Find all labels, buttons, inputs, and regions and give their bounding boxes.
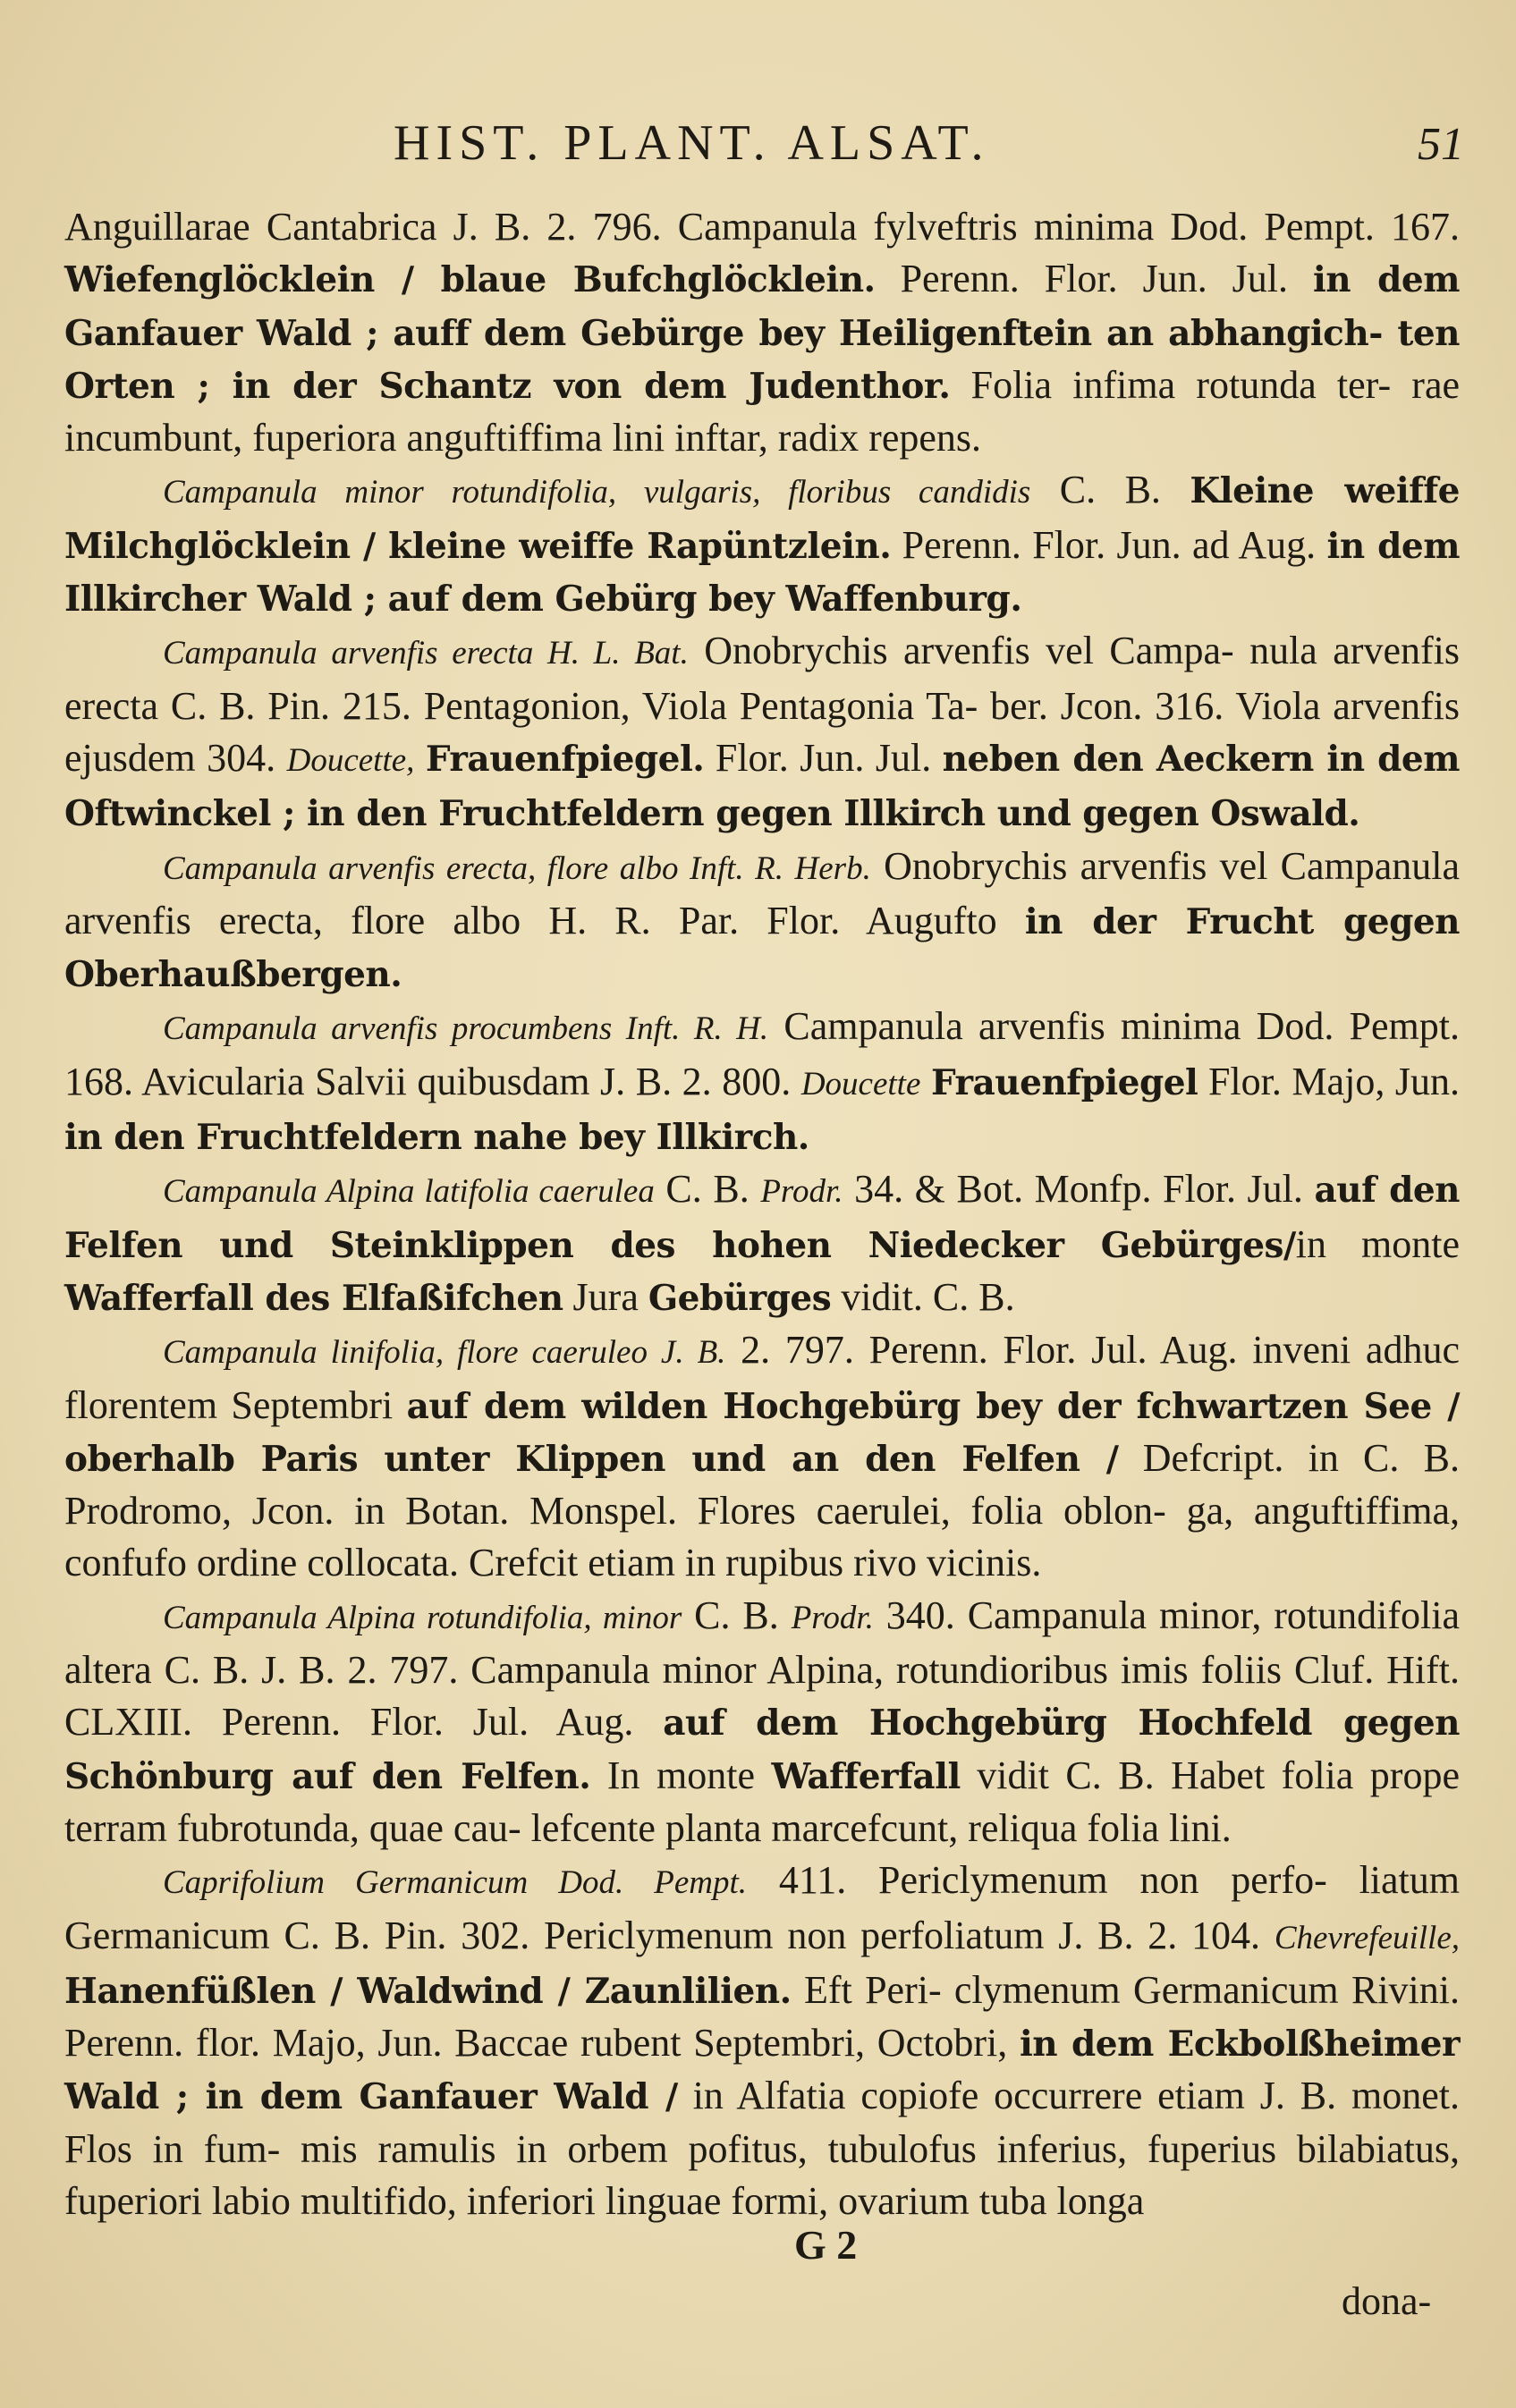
body-text	[64, 201, 1460, 2227]
entry-text: Folia infima rotunda ter- rae incumbunt, fuperiora anguftiffima lini inftar, radix repens.	[64, 362, 1460, 460]
entry-text	[920, 1060, 931, 1103]
german-text: Frauenfpiegel	[930, 1061, 1198, 1103]
entry-text: Onobrychis arvenfis vel Campanula arvenfis erecta, flore albo H. R. Par. Flor. Augufto	[64, 843, 1461, 942]
entry-text: C. B.	[654, 1167, 761, 1212]
german-text: Frauenfpiegel.	[425, 738, 705, 780]
latin-name: Campanula arvenfis procumbens Inft. R. H.	[163, 1010, 769, 1048]
plant-entry	[64, 1590, 1460, 1855]
page-number: 51	[1418, 119, 1464, 170]
entry-text: Flor. Jun. Jul.	[704, 735, 943, 780]
german-text: auf dem wilden Hochgebürg bey der fchwartzen See / oberhalb Paris unter Klippen und an den Felfen /	[64, 1385, 1460, 1480]
german-text: auf den Felfen und Steinklippen des hohen Niedecker Gebürges/	[64, 1170, 1461, 1266]
german-text: Wafferfall	[771, 1755, 961, 1797]
german-text: neben den Aeckern in dem Oftwinckel ; in den Fruchtfeldern gegen Illkirch und gegen Oswald.	[64, 738, 1461, 835]
entry-text: in Alfatia copiofe occurrere etiam J. B. monet. Flos in fum- mis ramulis in orbem pofitus, tubulofus inferius, fuperius bilabiatus, fuperiori labio multifido, inferiori linguae formi, ovarium tuba longa	[64, 2074, 1460, 2223]
latin-name: Campanula arvenfis erecta, flore albo Inft. R. Herb.	[163, 849, 871, 887]
latin-name: Campanula linifolia, flore caeruleo J. B.	[163, 1334, 726, 1372]
latin-name: Doucette	[800, 1065, 921, 1103]
german-text: in den Fruchtfeldern nahe bey Illkirch.	[64, 1117, 809, 1159]
latin-name: Prodr.	[791, 1599, 874, 1636]
german-text: in der Frucht gegen Oberhaußbergen.	[64, 900, 1461, 996]
german-text: in dem Illkircher Wald ; auf dem Gebürg bey Waffenburg.	[64, 525, 1460, 621]
latin-name: Doucette,	[286, 741, 415, 779]
latin-name: Caprifolium Germanicum Dod. Pempt.	[163, 1864, 748, 1902]
entry-text: Campanula arvenfis minima Dod. Pempt. 168. Avicularia Salvii quibusdam J. B. 2. 800.	[64, 1004, 1461, 1103]
german-text: Gebürges	[648, 1277, 832, 1319]
plant-entry	[64, 464, 1460, 625]
entry-text: Defcript. in C. B. Prodromo, Jcon. in Botan. Monspel. Flores caerulei, folia oblon- ga, anguftiffima, confufo ordine collocata. Crefcit etiam in rupibus rivo vicinis.	[64, 1435, 1460, 1585]
latin-name: Chevrefeuille,	[1274, 1919, 1460, 1956]
entry-text: In monte	[590, 1753, 772, 1797]
entry-text: 340. Campanula minor, rotundifolia altera C. B. J. B. 2. 797. Campanula minor Alpina, rotundioribus imis foliis Cluf. Hift. CLXIII. Perenn. Flor. Jul. Aug.	[64, 1593, 1460, 1745]
entry-text: Perenn. Flor. Jun. ad Aug.	[891, 522, 1327, 567]
plant-entry	[64, 625, 1460, 840]
plant-entry	[64, 841, 1460, 1001]
entry-text: C. B.	[682, 1593, 792, 1637]
entry-text	[414, 736, 425, 780]
running-head: HIST. PLANT. ALSAT.	[394, 115, 990, 171]
german-text: Wafferfall des Elfaßifchen	[64, 1277, 563, 1319]
plant-entry	[64, 1855, 1460, 2227]
entry-text: Onobrychis arvenfis vel Campa- nula arvenfis erecta C. B. Pin. 215. Pentagonion, Viola Pentagonia Ta- ber. Jcon. 316. Viola arvenfis ejusdem 304.	[64, 629, 1460, 780]
german-text: Wiefenglöcklein / blaue Bufchglöcklein.	[64, 259, 876, 301]
entry-text: 34. & Bot. Monfp. Flor. Jul.	[843, 1167, 1315, 1212]
entry-text: Anguillarae Cantabrica J. B. 2. 796. Campanula fylveftris minima Dod. Pempt. 167.	[64, 205, 1460, 249]
german-text: Hanenfüßlen / Waldwind / Zaunlilien.	[64, 1970, 792, 2012]
latin-name: Campanula minor rotundifolia, vulgaris, floribus candidis	[163, 474, 1031, 511]
plant-entry	[64, 1001, 1460, 1163]
plant-entry	[64, 1163, 1460, 1324]
latin-name: Campanula Alpina rotundifolia, minor	[163, 1599, 682, 1636]
entry-text: vidit. C. B.	[831, 1274, 1015, 1319]
german-text: Kleine weiffe Milchglöcklein / kleine weiffe Rapüntzlein.	[64, 470, 1460, 567]
entry-text: Perenn. Flor. Jun. Jul.	[875, 257, 1313, 301]
entry-text: vidit C. B. Habet folia prope terram fubrotunda, quae cau- lefcente planta marcefcunt, reliqua folia lini.	[64, 1753, 1460, 1850]
latin-name: Campanula arvenfis erecta H. L. Bat.	[163, 635, 689, 672]
latin-name: Campanula Alpina latifolia caerulea	[163, 1173, 655, 1211]
latin-name: Prodr.	[760, 1173, 843, 1211]
german-text: in dem Ganfauer Wald ; auff dem Gebürge bey Heiligenftein an abhangich- ten Orten ; in der Schantz von dem Judenthor.	[64, 259, 1460, 407]
entry-text: 2. 797. Perenn. Flor. Jul. Aug. inveni adhuc florentem Septembri	[64, 1328, 1460, 1427]
entry-text: in monte	[1295, 1221, 1460, 1266]
catchword: dona-	[1342, 2279, 1432, 2323]
german-text: auf dem Hochgebürg Hochfeld gegen Schönburg auf den Felfen.	[64, 1702, 1460, 1797]
entry-text: Eft Peri- clymenum Germanicum Rivini. Perenn. flor. Majo, Jun. Baccae rubent Septembri, Octobri,	[64, 1967, 1460, 2066]
entry-text: Flor. Majo, Jun.	[1198, 1059, 1461, 1103]
plant-entry	[64, 201, 1460, 464]
signature-mark: G 2	[794, 2222, 858, 2268]
entry-text: 411. Periclymenum non perfo- liatum Germanicum C. B. Pin. 302. Periclymenum non perfoliatum J. B. 2. 104.	[64, 1858, 1460, 1957]
entry-text: C. B.	[1030, 468, 1190, 512]
entry-text: Jura	[563, 1274, 648, 1319]
plant-entry	[64, 1324, 1460, 1589]
german-text: in dem Eckbolßheimer Wald ; in dem Ganfauer Wald /	[64, 2024, 1460, 2118]
